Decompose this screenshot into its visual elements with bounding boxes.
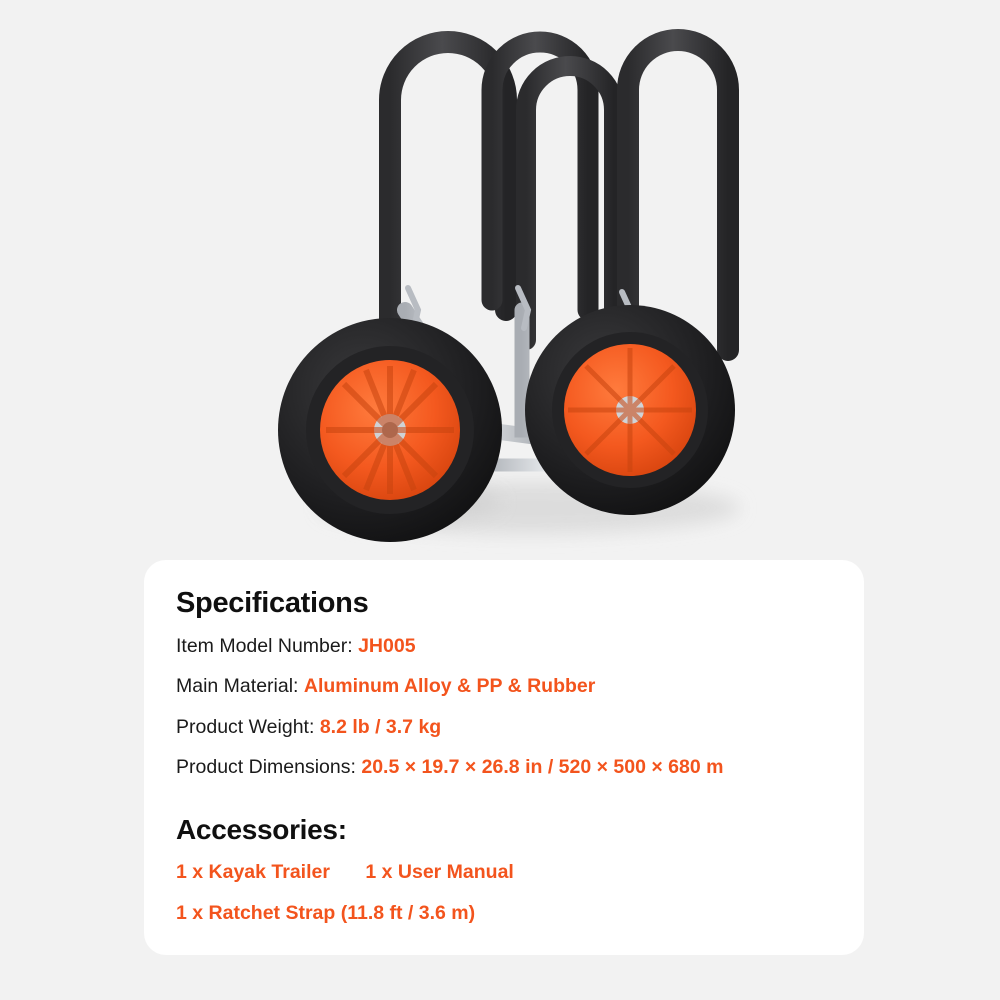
spec-row-dimensions — [176, 755, 832, 779]
accessory-kayak-trailer: 1 x Kayak Trailer — [176, 861, 330, 884]
specifications-title: Specifications — [176, 587, 369, 619]
spec-value-dimensions: 20.5 × 19.7 × 26.8 in / 520 × 500 × 680 m — [361, 756, 724, 779]
accessories-row-1 — [176, 860, 832, 884]
spec-row-model — [176, 634, 832, 658]
accessories-row-2 — [176, 901, 832, 925]
spec-label-material: Main Material: — [176, 675, 299, 698]
spec-value-material: Aluminum Alloy & PP & Rubber — [303, 675, 596, 698]
accessories-title: Accessories: — [176, 814, 347, 846]
spec-label-model: Item Model Number: — [176, 634, 353, 657]
spec-value-weight: 8.2 lb / 3.7 kg — [319, 715, 442, 738]
spec-row-weight — [176, 715, 832, 739]
spec-label-weight: Product Weight: — [176, 715, 315, 738]
kayak-cart-illustration — [230, 10, 850, 570]
spec-value-model: JH005 — [358, 634, 416, 657]
accessory-user-manual: 1 x User Manual — [365, 861, 514, 884]
spec-row-material — [176, 674, 832, 698]
specifications-card — [144, 560, 864, 955]
spec-label-dimensions: Product Dimensions: — [176, 756, 356, 779]
accessory-ratchet-strap: 1 x Ratchet Strap (11.8 ft / 3.6 m) — [176, 901, 476, 924]
